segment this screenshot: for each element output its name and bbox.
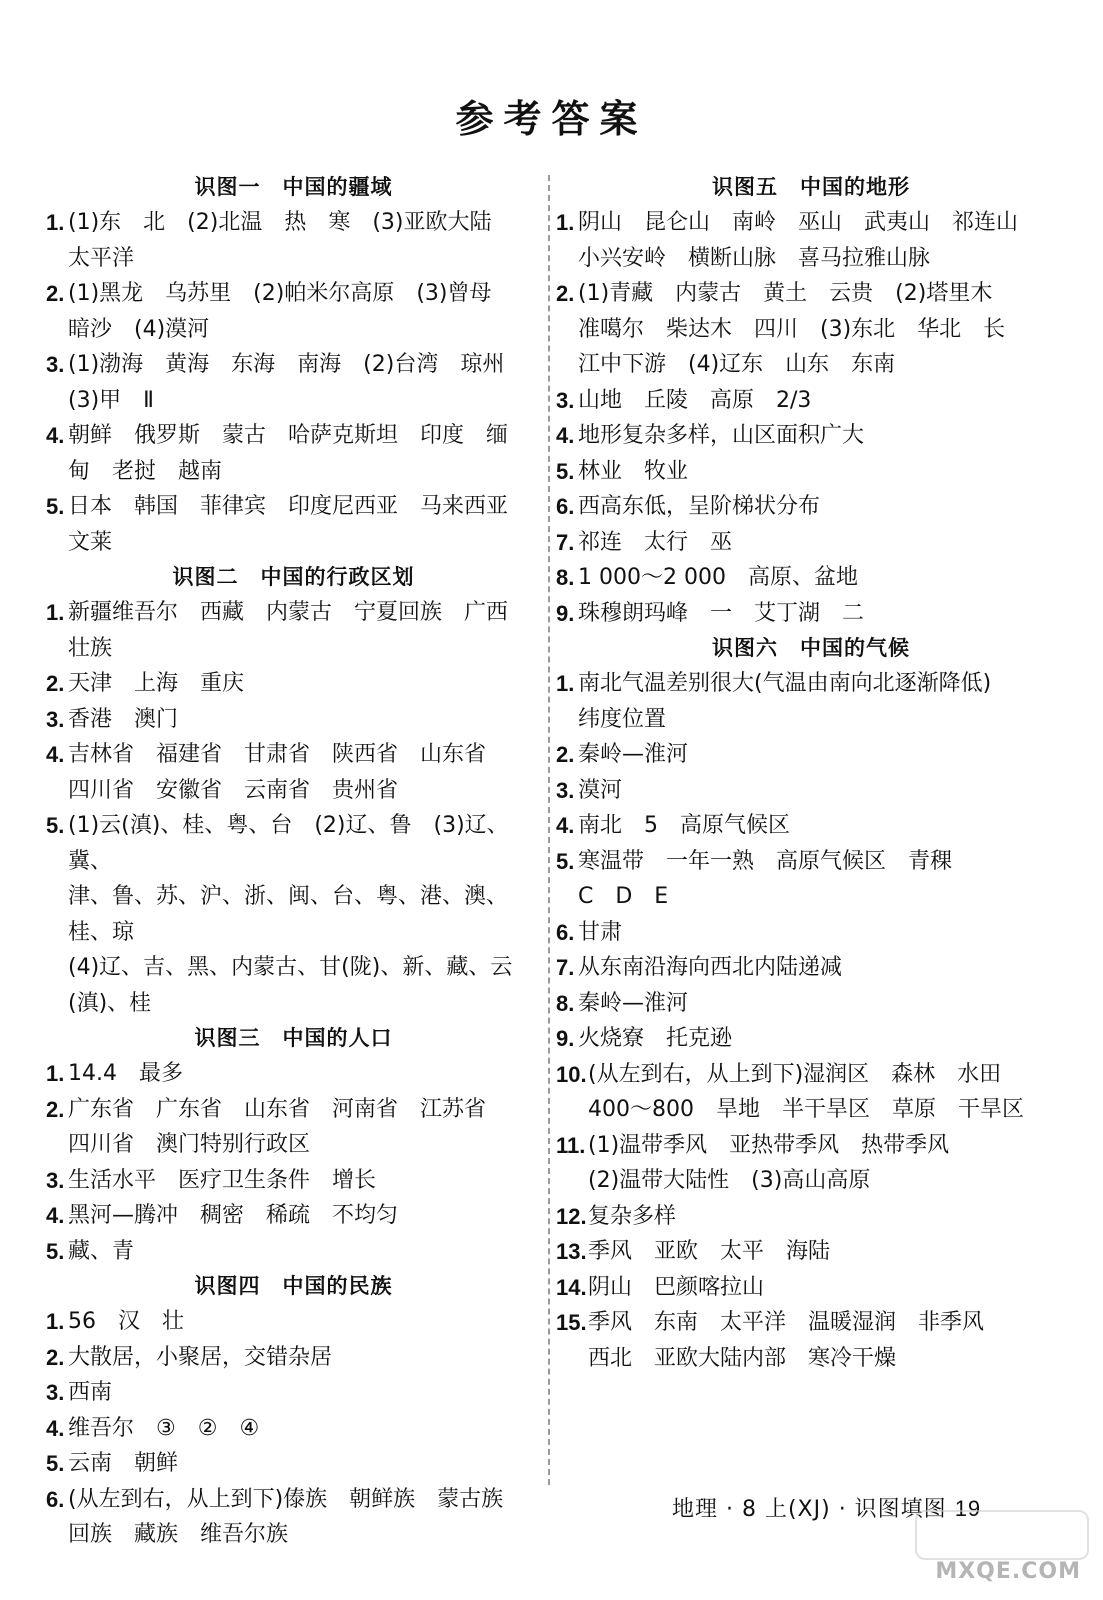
section-heading: 识图四 中国的民族 [194,1274,393,1298]
column-divider [548,175,550,1485]
answer-item [46,1234,541,1270]
answer-number: 9. [556,600,575,626]
answer-line: 地形复杂多样，山区面积广大 [578,423,865,448]
answer-item [556,986,1066,1022]
answer-item [46,1163,541,1199]
answer-line: 林业 牧业 [578,458,689,484]
answer-line: (从左到右，从上到下)傣族 朝鲜族 蒙古族 [68,1486,504,1512]
answer-number: 6. [556,919,575,945]
answer-number: 1. [46,210,65,235]
answer-number: 3. [556,777,575,803]
answer-item [556,915,1066,951]
answer-number: 13. [556,1239,587,1264]
answer-line: 准噶尔 柴达木 四川 (3)东北 华北 长 [578,316,1006,342]
answer-line: 维吾尔 ③ ② ④ [68,1415,260,1441]
answer-line: 西北 亚欧大陆内部 寒冷干燥 [588,1345,897,1371]
answer-number: 4. [46,423,65,448]
answer-item [556,808,1066,844]
answer-number: 2. [556,742,575,767]
answer-line: 小兴安岭 横断山脉 喜马拉雅山脉 [578,245,931,271]
answer-item [556,489,1066,525]
answer-item [46,1340,541,1376]
answer-item [556,1270,1066,1306]
answer-line: 吉林省 福建省 甘肃省 陕西省 山东省 [68,742,487,767]
answer-line: (1)青藏 内蒙古 黄土 云贵 (2)塔里木 [578,281,993,306]
answer-line: (1)温带季风 亚热带季风 热带季风 [588,1132,950,1158]
answer-item [556,1199,1066,1235]
answer-item [46,1198,541,1234]
answer-item [556,1021,1066,1057]
answer-line: 祁连 太行 巫 [578,529,733,555]
section-heading: 识图一 中国的疆域 [194,175,393,199]
answer-number: 5. [556,458,575,484]
answer-number: 14. [556,1274,587,1300]
left-column [46,170,541,1553]
answer-line: (4)辽、吉、黑、内蒙古、甘(陇)、新、藏、云 [68,955,513,980]
answer-line: 香港 澳门 [68,706,179,732]
answer-number: 12. [556,1203,587,1229]
section-heading: 识图三 中国的人口 [194,1026,393,1050]
watermark [915,1510,1085,1584]
answer-line: 南北 5 高原气候区 [578,813,790,838]
answer-item [46,1375,541,1411]
answer-item [46,1411,541,1447]
answer-line: 天津 上海 重庆 [68,671,245,696]
watermark-text: MXQE.COM [935,1559,1081,1584]
answer-item [556,276,1066,383]
answer-number: 4. [46,742,65,767]
answer-number: 3. [46,352,65,377]
answer-line: 四川省 澳门特别行政区 [68,1132,311,1157]
answer-number: 1. [556,671,575,696]
answer-line: (2)温带大陆性 (3)高山高原 [588,1168,871,1193]
answer-item [556,666,1066,737]
answer-item [46,1056,541,1092]
answer-item [556,950,1066,986]
answer-line: (1)黑龙 乌苏里 (2)帕米尔高原 (3)曾母 [68,281,492,306]
answer-line: 广东省 广东省 山东省 河南省 江苏省 [68,1096,487,1122]
answer-number: 5. [556,848,575,874]
answer-line: 山地 丘陵 高原 2/3 [578,387,812,413]
answer-line: (1)东 北 (2)北温 热 寒 (3)亚欧大陆 [68,210,492,235]
answer-number: 6. [46,1486,65,1512]
answer-item [46,205,541,276]
answer-number: 5. [46,1238,65,1264]
answer-item [46,702,541,738]
answer-line: 暗沙 (4)漠河 [68,316,210,342]
answer-item [556,205,1066,276]
answer-line: 云南 朝鲜 [68,1451,179,1476]
answer-line: 秦岭—淮河 [578,990,689,1016]
answer-number: 8. [556,565,575,590]
answer-item [46,489,541,560]
answer-number: 7. [556,529,575,555]
answer-item [46,418,541,489]
answer-line: 复杂多样 [588,1203,677,1229]
answer-item [556,383,1066,419]
answer-item [556,525,1066,561]
answer-line: 黑河—腾冲 稠密 稀疏 不均匀 [68,1203,399,1228]
answer-item [556,454,1066,490]
answer-line: (1)云(滇)、桂、粤、台 (2)辽、鲁 (3)辽、冀、 [68,813,509,874]
answer-number: 3. [556,387,575,413]
answer-line: 400～800 旱地 半干旱区 草原 干旱区 [588,1097,1024,1122]
answer-line: 日本 韩国 菲律宾 印度尼西亚 马来西亚 [68,494,509,519]
answer-number: 4. [46,1415,65,1441]
answer-item [556,418,1066,454]
answer-line: 14.4 最多 [68,1061,183,1086]
answer-item [46,595,541,666]
answer-item [46,1446,541,1482]
answer-line: 南北气温差别很大(气温由南向北逐渐降低) [578,671,992,696]
answer-number: 1. [46,1061,65,1086]
watermark-logo-icon [915,1510,1089,1560]
answer-number: 1. [556,210,575,235]
answer-line: 珠穆朗玛峰 一 艾丁湖 二 [578,600,865,626]
answer-item [46,1304,541,1340]
answer-line: 甸 老挝 越南 [68,458,223,484]
answer-number: 10. [556,1061,587,1087]
answer-item [46,666,541,702]
answer-line: 太平洋 [68,245,135,271]
section-heading: 识图六 中国的气候 [712,636,910,660]
answer-number: 2. [46,281,65,306]
answer-number: 2. [46,1344,65,1370]
answer-line: 江中下游 (4)辽东 山东 东南 [578,352,896,377]
answer-number: 2. [46,1096,65,1122]
answer-line: 秦岭—淮河 [578,742,689,767]
answer-line: 阴山 巴颜喀拉山 [588,1274,765,1300]
answer-number: 15. [556,1310,587,1335]
answer-line: 藏、青 [68,1238,135,1264]
answer-number: 6. [556,494,575,519]
answer-line: 寒温带 一年一熟 高原气候区 青稞 [578,848,953,874]
answer-line: 阴山 昆仑山 南岭 巫山 武夷山 祁连山 [578,210,1019,235]
page-number: 19 [954,1496,982,1521]
answer-line: 甘肃 [578,919,623,945]
section-heading: 识图五 中国的地形 [712,175,910,199]
answer-line: 季风 亚欧 太平 海陆 [588,1239,831,1264]
answer-number: 5. [46,1451,65,1476]
answer-number: 2. [556,281,575,306]
answer-line: 四川省 安徽省 云南省 贵州省 [68,777,399,803]
answer-item [46,808,541,1021]
answer-number: 7. [556,955,575,980]
answer-line: (3)甲 Ⅱ [68,387,154,413]
answer-number: 1. [46,1309,65,1334]
section-heading: 识图二 中国的行政区划 [172,565,415,589]
answer-line: 漠河 [578,777,623,803]
answer-line: C D E [578,884,669,909]
answer-number: 3. [46,1167,65,1193]
answer-line: (1)渤海 黄海 东海 南海 (2)台湾 琼州 [68,352,505,377]
answer-line: 壮族 [68,635,113,661]
answer-number: 4. [46,1203,65,1228]
right-column [556,170,1066,1376]
answer-item [556,1305,1066,1376]
answer-number: 8. [556,990,575,1016]
answer-line: 朝鲜 俄罗斯 蒙古 哈萨克斯坦 印度 缅 [68,423,509,448]
answer-line: (从左到右，从上到下)湿润区 森林 水田 [588,1061,1002,1087]
answer-number: 1. [46,600,65,625]
answer-line: 西高东低，呈阶梯状分布 [578,494,821,519]
page-title: 参考答案 [455,96,648,141]
answer-item [556,596,1066,632]
answer-item [46,347,541,418]
answer-item [556,560,1066,596]
answer-line: 纬度位置 [578,706,667,732]
answer-item [46,1092,541,1163]
answer-number: 4. [556,423,575,448]
answer-number: 3. [46,1380,65,1405]
answer-line: 1 000～2 000 高原、盆地 [578,565,858,590]
answer-number: 5. [46,494,65,519]
answer-item [556,1057,1066,1128]
answer-item [556,773,1066,809]
answer-line: 西南 [68,1380,113,1405]
answer-number: 4. [556,813,575,838]
answer-item [46,276,541,347]
answer-line: 大散居，小聚居，交错杂居 [68,1344,333,1370]
answer-item [556,1128,1066,1199]
answer-number: 3. [46,706,65,732]
answer-line: 火烧寮 托克逊 [578,1026,733,1051]
footer-label: 地理 · 8 上(XJ) · 识图填图 [672,1497,947,1522]
answer-number: 11. [556,1132,586,1158]
answer-item [46,1482,541,1553]
answer-line: 津、鲁、苏、沪、浙、闽、台、粤、港、澳、桂、琼 [68,884,509,945]
answer-line: 56 汉 壮 [68,1309,184,1334]
answer-number: 5. [46,813,65,838]
answer-line: (滇)、桂 [68,990,152,1016]
answer-item [556,1234,1066,1270]
answer-line: 文莱 [68,529,113,555]
answer-item [556,737,1066,773]
answer-line: 从东南沿海向西北内陆递减 [578,955,843,980]
answer-item [46,737,541,808]
answer-line: 生活水平 医疗卫生条件 增长 [68,1167,377,1193]
answer-line: 回族 藏族 维吾尔族 [68,1522,289,1547]
answer-line: 新疆维吾尔 西藏 内蒙古 宁夏回族 广西 [68,600,509,625]
answer-number: 2. [46,671,65,696]
answer-line: 季风 东南 太平洋 温暖湿润 非季风 [588,1310,985,1335]
answer-item [556,844,1066,915]
answer-number: 9. [556,1026,575,1051]
